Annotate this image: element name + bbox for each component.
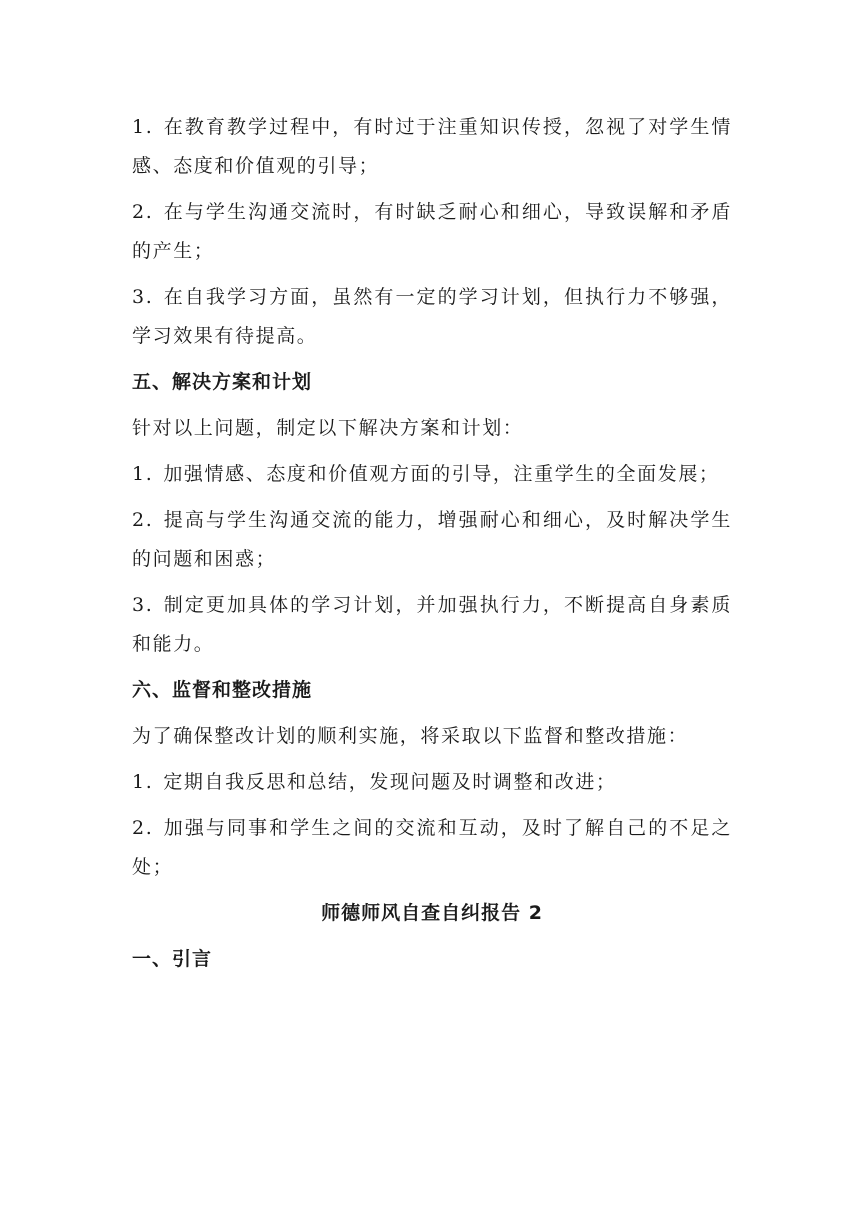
measure-item-1-text: 定期自我反思和总结，发现问题及时调整和改进； xyxy=(163,771,617,793)
report-2-title: 师德师风自查自纠报告 2 xyxy=(321,902,543,924)
solution-item-1 xyxy=(132,455,732,494)
problem-item-1-line-1 xyxy=(132,108,732,147)
section-5-heading: 五、解决方案和计划 xyxy=(132,371,313,393)
measure-item-1 xyxy=(132,763,732,802)
solution-item-2-number: 2. xyxy=(132,509,154,531)
problem-item-2-line-2: 的产生； xyxy=(132,240,215,262)
problem-item-3-line-2: 学习效果有待提高。 xyxy=(132,325,318,347)
problem-item-1-number: 1. xyxy=(132,116,154,138)
measure-item-2-text: 加强与同事和学生之间的交流和互动，及时了解自己的不足之 xyxy=(163,817,732,839)
measure-item-2-line-2: 处； xyxy=(132,856,174,878)
solution-item-3-number: 3. xyxy=(132,594,154,616)
problem-item-2-number: 2. xyxy=(132,201,154,223)
solution-item-1-text: 加强情感、态度和价值观方面的引导，注重学生的全面发展； xyxy=(163,463,720,485)
report-2-intro-heading: 一、引言 xyxy=(132,948,213,970)
section-6-heading: 六、监督和整改措施 xyxy=(132,679,313,701)
problem-item-1-text: 在教育教学过程中，有时过于注重知识传授，忽视了对学生情 xyxy=(163,116,732,138)
solution-item-3-line-1 xyxy=(132,586,732,625)
problem-item-3-text: 在自我学习方面，虽然有一定的学习计划，但执行力不够强， xyxy=(163,286,732,308)
solution-item-2-line-1 xyxy=(132,501,732,540)
problem-item-2-text: 在与学生沟通交流时，有时缺乏耐心和细心，导致误解和矛盾 xyxy=(163,201,732,223)
solution-item-3-text: 制定更加具体的学习计划，并加强执行力，不断提高自身素质 xyxy=(163,594,732,616)
measure-item-2-line-1 xyxy=(132,809,732,848)
section-6-intro: 为了确保整改计划的顺利实施，将采取以下监督和整改措施： xyxy=(132,725,689,747)
measure-item-2-number: 2. xyxy=(132,817,154,839)
problem-item-2-line-1 xyxy=(132,193,732,232)
problem-item-3-line-1 xyxy=(132,278,732,317)
solution-item-3-line-2: 和能力。 xyxy=(132,633,215,655)
solution-item-1-number: 1. xyxy=(132,463,154,485)
solution-item-2-line-2: 的问题和困惑； xyxy=(132,548,277,570)
section-5-intro: 针对以上问题，制定以下解决方案和计划： xyxy=(132,417,524,439)
solution-item-2-text: 提高与学生沟通交流的能力，增强耐心和细心，及时解决学生 xyxy=(163,509,732,531)
problem-item-1-line-2: 感、态度和价值观的引导； xyxy=(132,155,380,177)
measure-item-1-number: 1. xyxy=(132,771,154,793)
document-page xyxy=(132,108,732,979)
problem-item-3-number: 3. xyxy=(132,286,154,308)
